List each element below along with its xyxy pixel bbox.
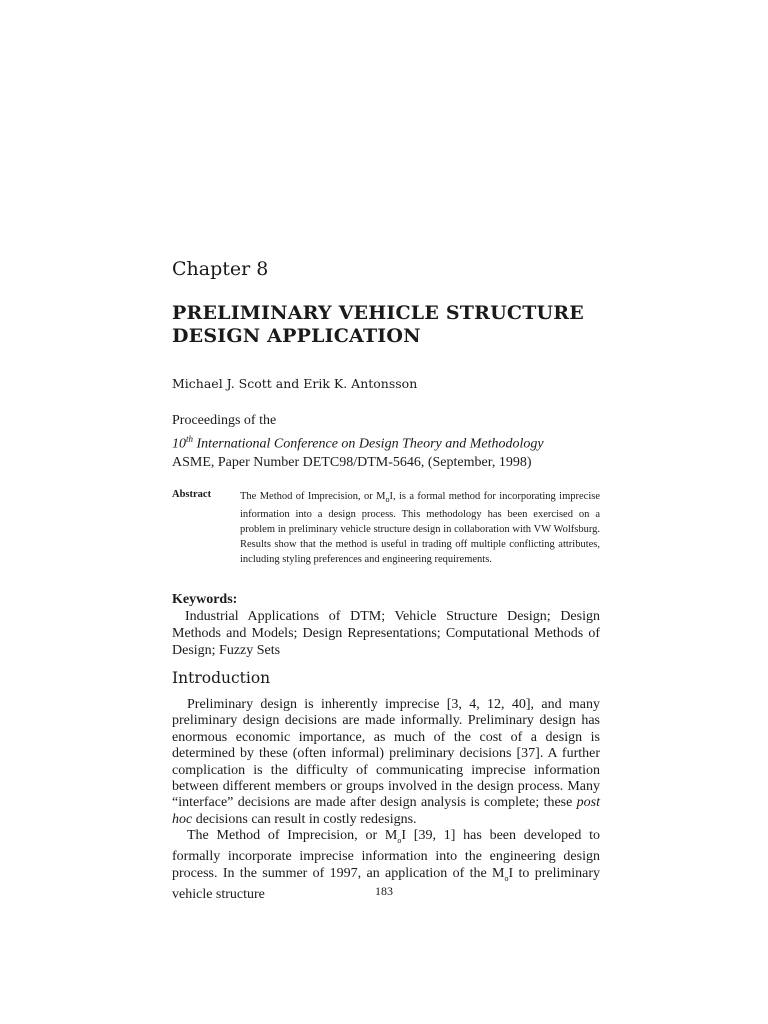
- abstract-text: [240, 489, 600, 567]
- chapter-label: Chapter 8: [172, 258, 269, 280]
- conference-number: 10: [172, 436, 186, 452]
- method-abbrev: $M_oI$: [376, 491, 393, 505]
- keywords-label: Keywords:: [172, 592, 238, 607]
- paragraph: Preliminary design is inherently imprecise [3, 4, 12, 40], and many preliminary design decisions are made informally. Preliminary design has enormous economic importance, as much of the cost of a design is determined by these (often informal) preliminary decisions [37]. A further complication is the difficulty of communicating imprecise information between different members or groups involved in the design process. Many “interface” decisions are made after design analysis is complete; these post hoc decisions can result in costly redesigns.: [172, 697, 600, 827]
- conference-name: [172, 430, 612, 454]
- chapter-title-line-1: PRELIMINARY VEHICLE STRUCTURE: [172, 302, 584, 324]
- section-heading-introduction: Introduction: [172, 669, 271, 687]
- proceedings-line: Proceedings of the: [172, 413, 277, 428]
- conference-title: International Conference on Design Theory and Methodology: [193, 436, 544, 452]
- keywords: [172, 591, 600, 659]
- keywords-text: Industrial Applications of DTM; Vehicle Structure Design; Design Methods and Models; Design Representations; Computational Methods of Design; Fuzzy Sets: [172, 609, 600, 658]
- paper-number: ASME, Paper Number DETC98/DTM-5646, (September, 1998): [172, 454, 532, 470]
- chapter-title: [172, 302, 612, 348]
- authors: Michael J. Scott and Erik K. Antonsson: [172, 376, 418, 391]
- chapter-title-line-2: DESIGN APPLICATION: [172, 325, 421, 347]
- conference-ordinal: th: [186, 434, 194, 444]
- method-abbrev: $M_oI$: [492, 865, 514, 883]
- paragraph: The Method of Imprecision, or $M_oI$ [39, 1] has been developed to formally incorporate imprecise information into the engineering design process. In the summer of 1997, an application of the $M_oI$ to preliminary vehicle structure: [172, 828, 601, 903]
- introduction-body: [172, 697, 600, 903]
- italic-term: post hoc: [172, 795, 600, 827]
- abstract-text-part: , is a formal method for incorporating imprecise information into a design process. This methodology has been exercised on a problem in preliminary vehicle structure design in collaboration with VW Wolfsburg. Results show that the method is useful in trading off multiple conflicting attributes, including styling preferences and engineering requirements.: [240, 491, 600, 566]
- proceedings: [172, 412, 612, 472]
- page-number: 183: [375, 884, 393, 898]
- method-abbrev: $M_oI$: [384, 828, 407, 846]
- abstract-text-part: The Method of Imprecision, or: [240, 491, 377, 502]
- abstract-label: Abstract: [172, 489, 212, 500]
